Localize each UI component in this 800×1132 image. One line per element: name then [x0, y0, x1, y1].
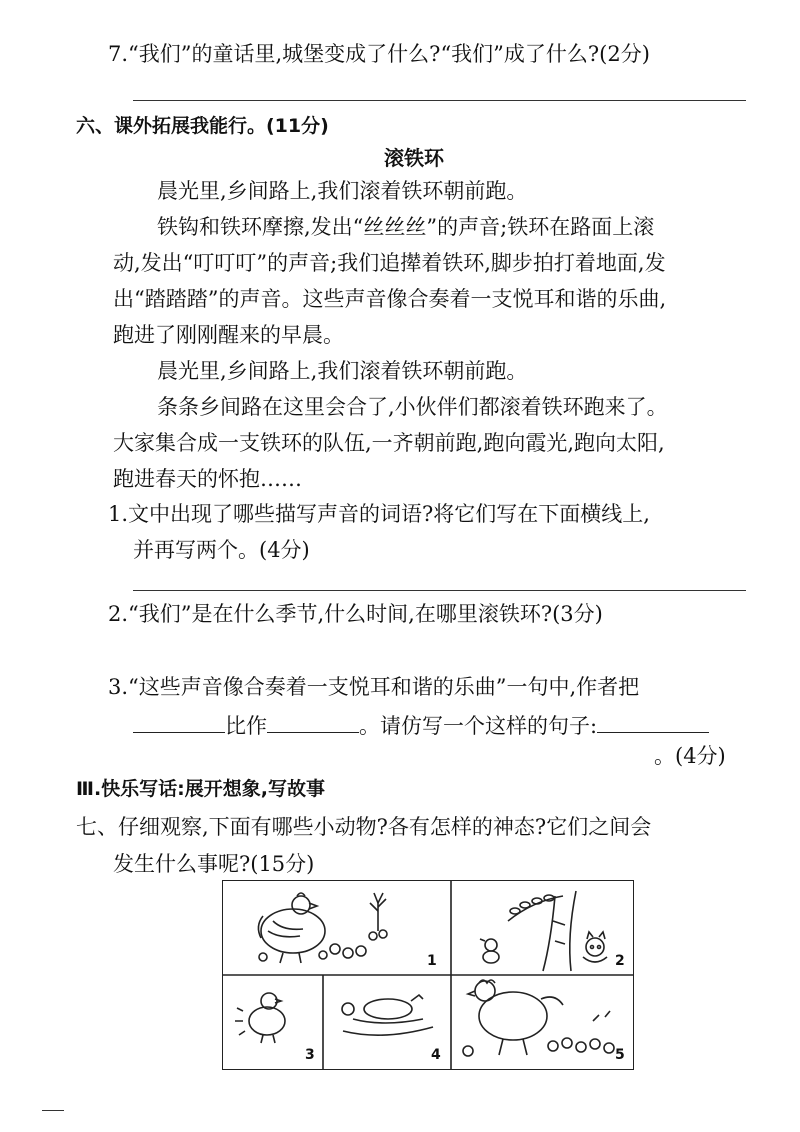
- picture-strip: [222, 880, 634, 1070]
- panel-1-chicks: [259, 944, 366, 961]
- passage-line-4: 出“踏踏踏”的声音。这些声音像合奏着一支悦耳和谐的乐曲,: [113, 287, 667, 311]
- picture-strip-drawing: [223, 881, 633, 1069]
- section-7-line-2: 发生什么事呢?(15分): [113, 852, 315, 876]
- panel-5-chicks: [463, 1011, 614, 1056]
- passage-line-6: 晨光里,乡间路上,我们滚着铁环朝前跑。: [157, 359, 528, 383]
- panel-4-chick: [342, 995, 433, 1035]
- panel-1-hen: [258, 893, 325, 963]
- passage-line-5: 跑进了刚刚醒来的早晨。: [113, 323, 344, 347]
- panel-1-tree: [369, 893, 387, 940]
- section-6-heading: 六、课外拓展我能行。(11分): [76, 115, 329, 137]
- panel-2-trunk: [543, 891, 576, 971]
- panel-number-5: 5: [615, 1047, 625, 1063]
- fill-blank-2[interactable]: [267, 710, 359, 733]
- panel-number-2: 2: [615, 953, 625, 969]
- panel-2-chick: [480, 939, 499, 963]
- panel-number-3: 3: [305, 1047, 315, 1063]
- passage-line-3: 动,发出“叮叮叮”的声音;我们追撵着铁环,脚步拍打着地面,发: [113, 251, 666, 275]
- answer-line-q7[interactable]: [133, 100, 746, 101]
- question-3-line-2: [133, 710, 709, 740]
- page-footer-mark: [42, 1110, 64, 1111]
- question-3-score: 。(4分): [654, 744, 726, 768]
- panel-3-chick: [235, 993, 285, 1043]
- passage-title: 滚铁环: [384, 146, 444, 170]
- question-1-line-1: 1.文中出现了哪些描写声音的词语?将它们写在下面横线上,: [108, 502, 650, 526]
- panel-number-1: 1: [427, 953, 437, 969]
- question-1-line-2: 并再写两个。(4分): [133, 538, 310, 562]
- question-2: 2.“我们”是在什么季节,什么时间,在哪里滚铁环?(3分): [108, 602, 603, 626]
- fill-blank-1[interactable]: [133, 710, 225, 733]
- part-3-heading: Ⅲ.快乐写话:展开想象,写故事: [76, 778, 325, 800]
- panel-number-4: 4: [431, 1047, 441, 1063]
- passage-line-2: 铁钩和铁环摩擦,发出“丝丝丝”的声音;铁环在路面上滚: [157, 215, 655, 239]
- question-7: 7.“我们”的童话里,城堡变成了什么?“我们”成了什么?(2分): [108, 42, 650, 66]
- passage-line-1: 晨光里,乡间路上,我们滚着铁环朝前跑。: [157, 179, 528, 203]
- fill-blank-3[interactable]: [597, 710, 709, 733]
- q3-text-imitate: 。请仿写一个这样的句子:: [359, 714, 598, 738]
- question-3-line-1: 3.“这些声音像合奏着一支悦耳和谐的乐曲”一句中,作者把: [108, 675, 640, 699]
- panel-2-cat: [583, 932, 607, 962]
- passage-line-7: 条条乡间路在这里会合了,小伙伴们都滚着铁环跑来了。: [157, 395, 668, 419]
- passage-line-9: 跑进春天的怀抱……: [113, 467, 302, 491]
- q3-text-compare: 比作: [225, 714, 267, 738]
- passage-line-8: 大家集合成一支铁环的队伍,一齐朝前跑,跑向霞光,跑向太阳,: [113, 431, 665, 455]
- answer-line-q1[interactable]: [133, 590, 746, 591]
- section-7-line-1: 七、仔细观察,下面有哪些小动物?各有怎样的神态?它们之间会: [76, 815, 652, 839]
